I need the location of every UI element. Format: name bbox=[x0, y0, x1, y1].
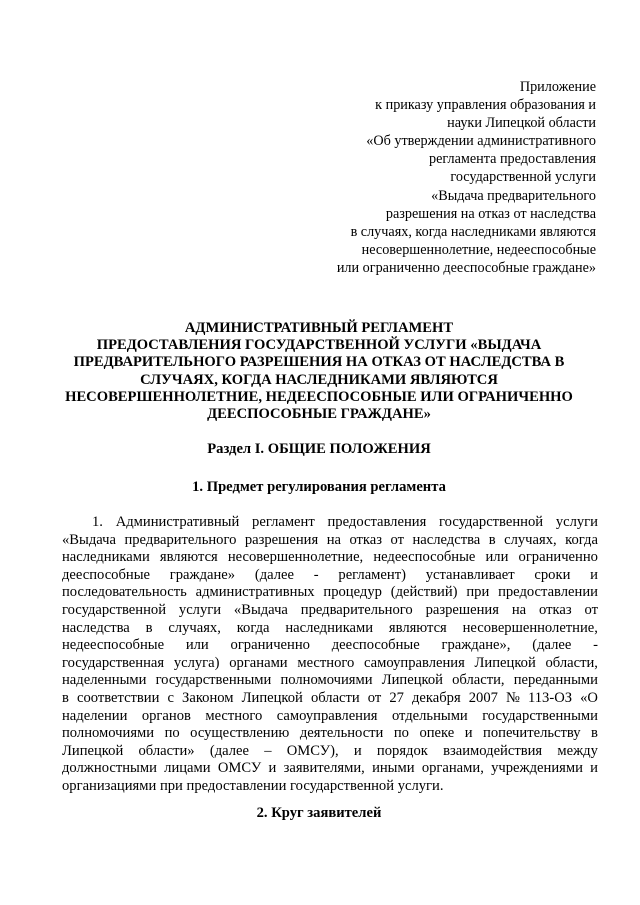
paragraph-line: организациями при предоставлении государственной услуги. bbox=[62, 777, 444, 794]
appendix-line: в случаях, когда наследниками являются bbox=[350, 223, 596, 240]
paragraph-line: дееспособные граждане» (далее - регламент) устанавливает сроки и bbox=[62, 566, 598, 583]
paragraph-line: недееспособные или ограниченно дееспособные граждане», (далее - bbox=[62, 637, 598, 654]
title-line: НЕСОВЕРШЕННОЛЕТНИЕ, НЕДЕЕСПОСОБНЫЕ ИЛИ ОГРАНИЧЕННО bbox=[65, 388, 573, 405]
paragraph-line: Липецкой области» (далее – ОМСУ), и порядок взаимодействия между bbox=[62, 742, 598, 759]
subsection-heading-applicants: 2. Круг заявителей bbox=[256, 805, 382, 821]
appendix-line: науки Липецкой области bbox=[447, 115, 596, 132]
appendix-line: «Об утверждении административного bbox=[366, 133, 596, 150]
appendix-line: несовершеннолетние, недееспособные bbox=[361, 241, 596, 258]
title-line: ПРЕДВАРИТЕЛЬНОГО РАЗРЕШЕНИЯ НА ОТКАЗ ОТ НАСЛЕДСТВА В bbox=[73, 354, 565, 371]
title-line: ПРЕДОСТАВЛЕНИЯ ГОСУДАРСТВЕННОЙ УСЛУГИ «ВЫДАЧА bbox=[96, 337, 542, 354]
document-title bbox=[40, 320, 598, 423]
appendix-line: разрешения на отказ от наследства bbox=[385, 205, 596, 222]
paragraph-1 bbox=[62, 514, 598, 796]
paragraph-line: 1. Административный регламент предоставления государственной услуги bbox=[92, 514, 598, 530]
appendix-line: или ограниченно дееспособные граждане» bbox=[336, 259, 596, 276]
subsection-heading-subject: 1. Предмет регулирования регламента bbox=[192, 479, 446, 495]
appendix-line: государственной услуги bbox=[450, 169, 596, 186]
paragraph-line: государственная услуга) органами местного самоуправления Липецкой области, bbox=[62, 654, 598, 671]
paragraph-line: в соответствии с Законом Липецкой области от 27 декабря 2007 № 113-ОЗ «О bbox=[62, 689, 598, 706]
paragraph-line: полномочиями по осуществлению деятельности по опеке и попечительству в bbox=[62, 725, 598, 742]
appendix-line: регламента предоставления bbox=[429, 151, 596, 168]
appendix-line: «Выдача предварительного bbox=[431, 187, 596, 204]
title-line: АДМИНИСТРАТИВНЫЙ РЕГЛАМЕНТ bbox=[184, 320, 454, 336]
title-line: СЛУЧАЯХ, КОГДА НАСЛЕДНИКАМИ ЯВЛЯЮТСЯ bbox=[140, 371, 498, 388]
section-heading: Раздел I. ОБЩИЕ ПОЛОЖЕНИЯ bbox=[207, 441, 431, 457]
paragraph-line: наследниками являются несовершеннолетние, недееспособные или ограниченно bbox=[62, 549, 598, 566]
paragraph-line: государственной услуги «Выдача предварительного разрешения на отказ от bbox=[62, 601, 598, 618]
paragraph-line: наделенными государственными полномочиями Липецкой области, переданными bbox=[62, 672, 598, 689]
appendix-header bbox=[266, 78, 596, 277]
paragraph-line: должностными лицами ОМСУ и заявителями, иными органами, учреждениями и bbox=[62, 760, 598, 777]
paragraph-line: наследства в случаях, когда наследниками являются несовершеннолетние, bbox=[62, 619, 598, 636]
paragraph-line: последовательность административных процедур (действий) при предоставлении bbox=[62, 584, 598, 601]
paragraph-line: «Выдача предварительного разрешения на отказ от наследства в случаях, когда bbox=[62, 531, 598, 548]
appendix-line: к приказу управления образования и bbox=[375, 97, 596, 114]
paragraph-line: наделении органов местного самоуправления отдельными государственными bbox=[62, 707, 598, 724]
appendix-line: Приложение bbox=[519, 79, 596, 95]
title-line: ДЕЕСПОСОБНЫЕ ГРАЖДАНЕ» bbox=[207, 406, 431, 423]
